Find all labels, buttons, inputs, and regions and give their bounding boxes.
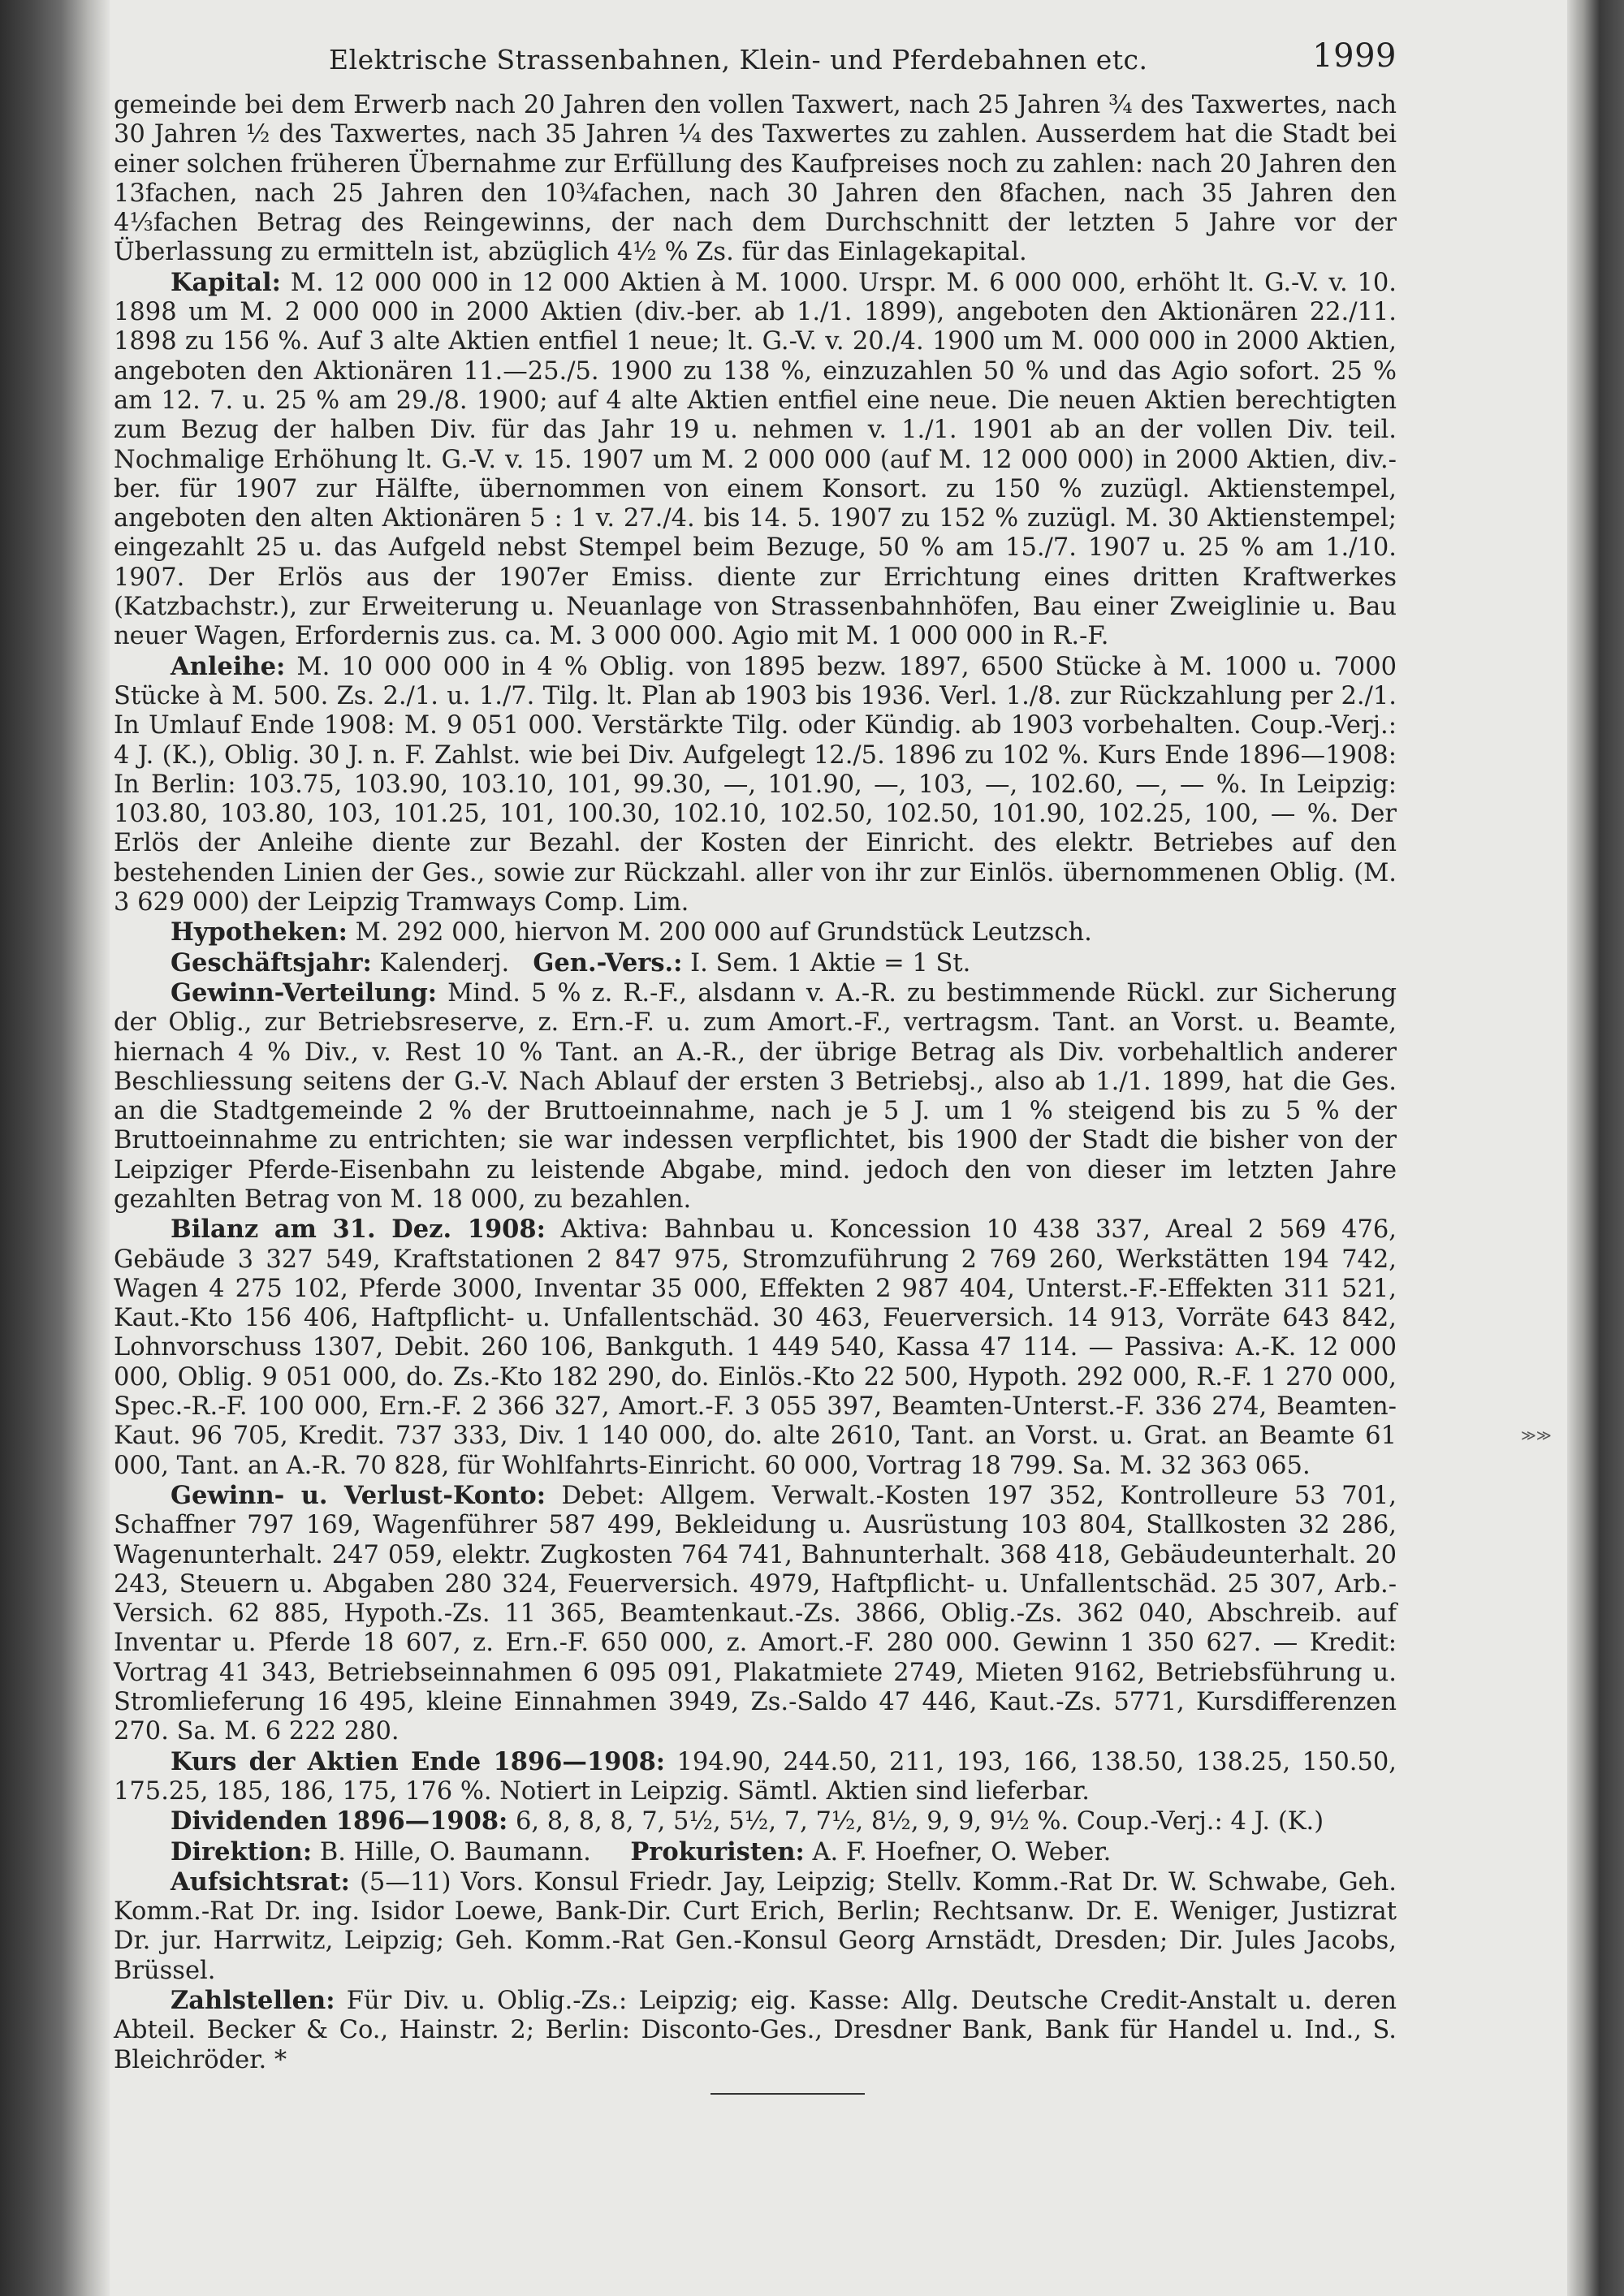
aufsichtsrat-text: (5—11) Vors. Konsul Friedr. Jay, Leipzig; Stellv. Komm.-Rat Dr. W. Schwabe, Geh. Komm.-Rat Dr. ing. Isidor Loewe, Bank-Dir. Curt Erich, Berlin; Rechtsanw. Dr. E. Weniger, Justizrat Dr. jur. Harrwitz, Leipzig; Geh. Komm.-Rat Gen.-Konsul Georg Arnstädt, Dresden; Dir. Jules Jacobs, Brüssel. [114,1867,1397,1985]
book-spine-shadow-left [0,0,110,2296]
hypotheken-label: Hypotheken: [171,917,348,947]
book-page [114,32,1397,2095]
zahlstellen-label: Zahlstellen: [171,1986,335,2015]
guv-text: Debet: Allgem. Verwalt.-Kosten 197 352, Kontrolleure 53 701, Schaffner 797 169, Wagenführer 587 499, Bekleidung u. Ausrüstung 103 804, Stallkosten 32 286, Wagenunterhalt. 247 059, elektr. Zugkosten 764 741, Bahnunterhalt. 368 418, Gebäudeunterhalt. 20 243, Steuern u. Abgaben 280 324, Feuerversich. 4979, Haftpflicht- u. Unfallentschäd. 25 307, Arb.-Versich. 62 885, Hypoth.-Zs. 11 365, Beamtenkaut.-Zs. 3866, Oblig.-Zs. 362 040, Abschreib. auf Inventar u. Pferde 18 607, z. Ern.-F. 650 000, z. Amort.-F. 280 000. Gewinn 1 350 627. — Kredit: Vortrag 41 343, Betriebseinnahmen 6 095 091, Plakatmiete 2749, Mieten 9162, Betriebsführung u. Stromlieferung 16 495, kleine Einnahmen 3949, Zs.-Saldo 47 446, Kaut.-Zs. 5771, Kursdifferenzen 270. Sa. M. 6 222 280. [114,1481,1397,1746]
prokuristen-text: A. F. Hoefner, O. Weber. [812,1837,1112,1867]
aufsichtsrat-section [114,1867,1397,1986]
hypotheken-text: M. 292 000, hiervon M. 200 000 auf Grundstück Leutzsch. [355,918,1092,947]
dividenden-label: Dividenden 1896—1908: [171,1806,508,1836]
direktion-section [114,1837,1397,1867]
aufsichtsrat-label: Aufsichtsrat: [171,1867,350,1897]
geschaeftsjahr-section [114,948,1397,978]
genvers-label: Gen.-Vers.: [533,947,683,978]
geschaeftsjahr-text: Kalenderj. [379,948,510,978]
dividenden-section [114,1806,1397,1836]
guv-section [114,1481,1397,1747]
anleihe-text: M. 10 000 000 in 4 % Oblig. von 1895 bezw. 1897, 6500 Stücke à M. 1000 u. 7000 Stücke à M. 500. Zs. 2./1. u. 1./7. Tilg. lt. Plan ab 1903 bis 1936. Verl. 1./8. zur Rückzahlung per 2./1. In Umlauf Ende 1908: M. 9 051 000. Verstärkte Tilg. oder Kündig. ab 1903 vorbehalten. Coup.-Verj.: 4 J. (K.), Oblig. 30 J. n. F. Zahlst. wie bei Div. Aufgelegt 12./5. 1896 zu 102 %. Kurs Ende 1896—1908: In Berlin: 103.75, 103.90, 103.10, 101, 99.30, —, 101.90, —, 103, —, 102.60, —, — %. In Leipzig: 103.80, 103.80, 103, 101.25, 101, 100.30, 102.10, 102.50, 102.50, 101.90, 102.25, 100, — %. Der Erlös der Anleihe diente zur Bezahl. der Kosten der Einricht. des elektr. Betriebes auf den bestehenden Linien der Ges., sowie zur Rückzahl. aller von ihr zur Einlös. übernommenen Oblig. (M. 3 629 000) der Leipzig Tramways Comp. Lim. [114,652,1397,917]
gewinn-verteilung-label: Gewinn-Verteilung: [171,978,438,1008]
kapital-section [114,268,1397,652]
dividenden-text: 6, 8, 8, 8, 7, 5½, 5½, 7, 7½, 8½, 9, 9, 9½ %. Coup.-Verj.: 4 J. (K.) [516,1807,1324,1836]
direktion-text: B. Hille, O. Baumann. [319,1837,591,1867]
kurs-label: Kurs der Aktien Ende 1896—1908: [171,1746,666,1776]
guv-label: Gewinn- u. Verlust-Konto: [171,1480,546,1510]
zahlstellen-text: Für Div. u. Oblig.-Zs.: Leipzig; eig. Kasse: Allg. Deutsche Credit-Anstalt u. deren Abteil. Becker & Co., Hainstr. 2; Berlin: Disconto-Ges., Dresdner Bank, Bank für Handel u. Ind., S. Bleichröder. * [114,1987,1397,2074]
bilanz-section [114,1215,1397,1481]
direktion-label: Direktion: [171,1836,313,1867]
page-number: 1999 [1312,37,1397,75]
prokuristen-label: Prokuristen: [630,1836,805,1867]
end-rule-divider [710,2093,865,2095]
running-head [114,32,1397,91]
geschaeftsjahr-label: Geschäftsjahr: [171,947,372,978]
gewinn-verteilung-section [114,978,1397,1215]
anleihe-section [114,652,1397,918]
intro-paragraph: gemeinde bei dem Erwerb nach 20 Jahren den vollen Taxwert, nach 25 Jahren ¾ des Taxwertes, nach 30 Jahren ½ des Taxwertes, nach 35 Jahren ¼ des Taxwertes zu zahlen. Ausserdem hat die Stadt bei einer solchen früheren Übernahme zur Erfüllung des Kaufpreises noch zu zahlen: nach 20 Jahren den 13fachen, nach 25 Jahren den 10¾fachen, nach 30 Jahren den 8fachen, nach 35 Jahren den 4⅓fachen Betrag des Reingewinns, der nach dem Durchschnitt der letzten 5 Jahre vor der Überlassung zu ermitteln ist, abzüglich 4½ % Zs. für das Einlagekapital. [114,91,1397,267]
anleihe-label: Anleihe: [171,651,286,681]
kurs-section [114,1747,1397,1807]
margin-mark: ≫≫ [1521,1427,1552,1444]
bilanz-label: Bilanz am 31. Dez. 1908: [171,1215,546,1245]
genvers-text: I. Sem. 1 Aktie = 1 St. [690,948,971,978]
zahlstellen-section [114,1986,1397,2075]
bilanz-text: Aktiva: Bahnbau u. Koncession 10 438 337, Areal 2 569 476, Gebäude 3 327 549, Kraftstationen 2 847 975, Stromzuführung 2 769 260, Werkstätten 194 742, Wagen 4 275 102, Pferde 3000, Inventar 35 000, Effekten 2 987 404, Unterst.-F.-Effekten 311 521, Kaut.-Kto 156 406, Haftpflicht- u. Unfallentschäd. 30 463, Feuerversich. 14 913, Vorräte 643 842, Lohnvorschuss 1307, Debit. 260 106, Bankguth. 1 449 540, Kassa 47 114. — Passiva: A.-K. 12 000 000, Oblig. 9 051 000, do. Zs.-Kto 182 290, do. Einlös.-Kto 22 500, Hypoth. 292 000, R.-F. 1 270 000, Spec.-R.-F. 100 000, Ern.-F. 2 366 327, Amort.-F. 3 055 397, Beamten-Unterst.-F. 336 274, Beamten-Kaut. 96 705, Kredit. 737 333, Div. 1 140 000, do. alte 2610, Tant. an Vorst. u. Grat. an Beamte 61 000, Tant. an A.-R. 70 828, für Wohlfahrts-Einricht. 60 000, Vortrag 18 799. Sa. M. 32 363 065. [114,1215,1397,1480]
running-title: Elektrische Strassenbahnen, Klein- und Pferdebahnen etc. [329,44,1148,76]
kapital-label: Kapital: [171,267,281,297]
kapital-text: M. 12 000 000 in 12 000 Aktien à M. 1000. Urspr. M. 6 000 000, erhöht lt. G.-V. v. 10. 1898 um M. 2 000 000 in 2000 Aktien (div.-ber. ab 1./1. 1899), angeboten den Aktionären 22./11. 1898 zu 156 %. Auf 3 alte Aktien entfiel 1 neue; lt. G.-V. v. 20./4. 1900 um M. 000 000 in 2000 Aktien, angeboten den Aktionären 11.—25./5. 1900 zu 138 %, einzuzahlen 50 % und das Agio sofort. 25 % am 12. 7. u. 25 % am 29./8. 1900; auf 4 alte Aktien entfiel eine neue. Die neuen Aktien berechtigten zum Bezug der halben Div. für das Jahr 19 u. nehmen v. 1./1. 1901 ab an der vollen Div. teil. Nochmalige Erhöhung lt. G.-V. v. 15. 1907 um M. 2 000 000 (auf M. 12 000 000) in 2000 Aktien, div.-ber. für 1907 zur Hälfte, übernommen von einem Konsort. zu 150 % zuzügl. Aktienstempel, angeboten den alten Aktionären 5 : 1 v. 27./4. bis 14. 5. 1907 zu 152 % zuzügl. M. 30 Aktienstempel; eingezahlt 25 u. das Aufgeld nebst Stempel beim Bezuge, 50 % am 15./7. 1907 u. 25 % am 1./10. 1907. Der Erlös aus der 1907er Emiss. diente zur Errichtung eines dritten Kraftwerkes (Katzbachstr.), zur Erweiterung u. Neuanlage von Strassenbahnhöfen, Bau einer Zweiglinie u. Bau neuer Wagen, Erfordernis zus. ca. M. 3 000 000. Agio mit M. 1 000 000 in R.-F. [114,268,1397,651]
book-edge-right [1567,0,1624,2296]
gewinn-verteilung-text: Mind. 5 % z. R.-F., alsdann v. A.-R. zu bestimmende Rückl. zur Sicherung der Oblig., zur Betriebsreserve, z. Ern.-F. u. zum Amort.-F., vertragsm. Tant. an Vorst. u. Beamte, hiernach 4 % Div., v. Rest 10 % Tant. an A.-R., der übrige Betrag als Div. vorbehaltlich anderer Beschliessung seitens der G.-V. Nach Ablauf der ersten 3 Betriebsj., also ab 1./1. 1899, hat die Ges. an die Stadtgemeinde 2 % der Bruttoeinnahme, nach je 5 J. um 1 % steigend bis zu 5 % der Bruttoeinnahme zu entrichten; sie war indessen verpflichtet, bis 1900 der Stadt die bisher von der Leipziger Pferde-Eisenbahn zu leistende Abgabe, mind. jedoch den von dieser im letzten Jahre gezahlten Betrag von M. 18 000, zu bezahlen. [114,978,1397,1214]
page-body [114,91,1397,2095]
kurs-text: 194.90, 244.50, 211, 193, 166, 138.50, 138.25, 150.50, 175.25, 185, 186, 175, 176 %. Notiert in Leipzig. Sämtl. Aktien sind lieferbar. [114,1747,1397,1806]
hypotheken-section [114,917,1397,947]
